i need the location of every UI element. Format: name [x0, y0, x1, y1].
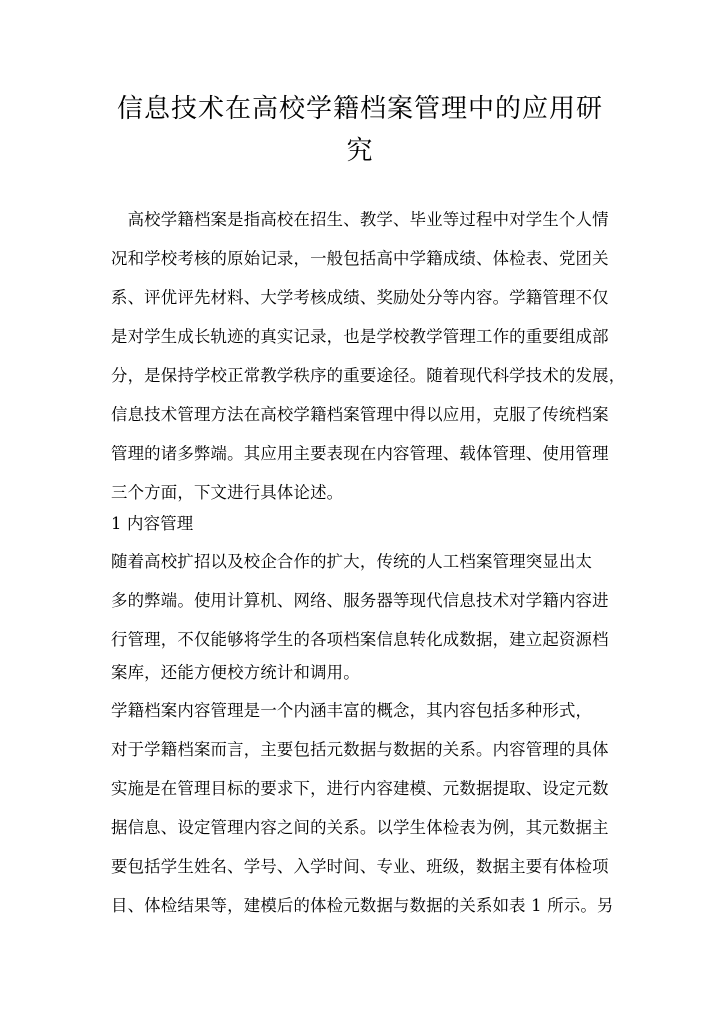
paragraph-line-3: 系、评优评先材料、大学考核成绩、奖励处分等内容。学籍管理不仅 — [111, 288, 609, 307]
paragraph-line-4: 是对学生成长轨迹的真实记录，也是学校教学管理工作的重要组成部 — [111, 327, 609, 346]
paragraph-line-17: 要包括学生姓名、学号、入学时间、专业、班级，数据主要有体检项 — [111, 857, 609, 876]
paragraph-line-14: 对于学籍档案而言，主要包括元数据与数据的关系。内容管理的具体 — [111, 740, 609, 759]
paragraph-line-13: 学籍档案内容管理是一个内涵丰富的概念，其内容包括多种形式， — [111, 701, 593, 720]
document-title — [100, 88, 620, 172]
paragraph-line-12: 案库，还能方便校方统计和调用。 — [111, 663, 360, 682]
paragraph-line-6: 信息技术管理方法在高校学籍档案管理中得以应用，克服了传统档案 — [111, 405, 609, 424]
title-line-1: 信息技术在高校学籍档案管理中的应用研 — [116, 94, 603, 124]
paragraph-line-8: 三个方面，下文进行具体论述。 — [111, 483, 344, 502]
paragraph-line-11: 行管理，不仅能够将学生的各项档案信息转化成数据，建立起资源档 — [111, 630, 609, 649]
title-line-2: 究 — [346, 136, 374, 166]
paragraph-line-7: 管理的诸多弊端。其应用主要表现在内容管理、载体管理、使用管理 — [111, 444, 609, 463]
paragraph-line-9: 随着高校扩招以及校企合作的扩大，传统的人工档案管理突显出太 — [111, 552, 593, 571]
paragraph-line-18: 目、体检结果等，建模后的体检元数据与数据的关系如表 1 所示。另 — [111, 896, 614, 915]
section-heading: 1 内容管理 — [111, 514, 194, 533]
paragraph-line-15: 实施是在管理目标的要求下，进行内容建模、元数据提取、设定元数 — [111, 779, 609, 798]
paragraph-line-1: 高校学籍档案是指高校在招生、教学、毕业等过程中对学生个人情 — [111, 210, 609, 229]
paragraph-line-16: 据信息、设定管理内容之间的关系。以学生体检表为例，其元数据主 — [111, 818, 609, 837]
paragraph-line-5: 分，是保持学校正常教学秩序的重要途径。随着现代科学技术的发展， — [111, 366, 626, 385]
paragraph-line-2: 况和学校考核的原始记录，一般包括高中学籍成绩、体检表、党团关 — [111, 249, 609, 268]
paragraph-line-10: 多的弊端。使用计算机、网络、服务器等现代信息技术对学籍内容进 — [111, 591, 609, 610]
